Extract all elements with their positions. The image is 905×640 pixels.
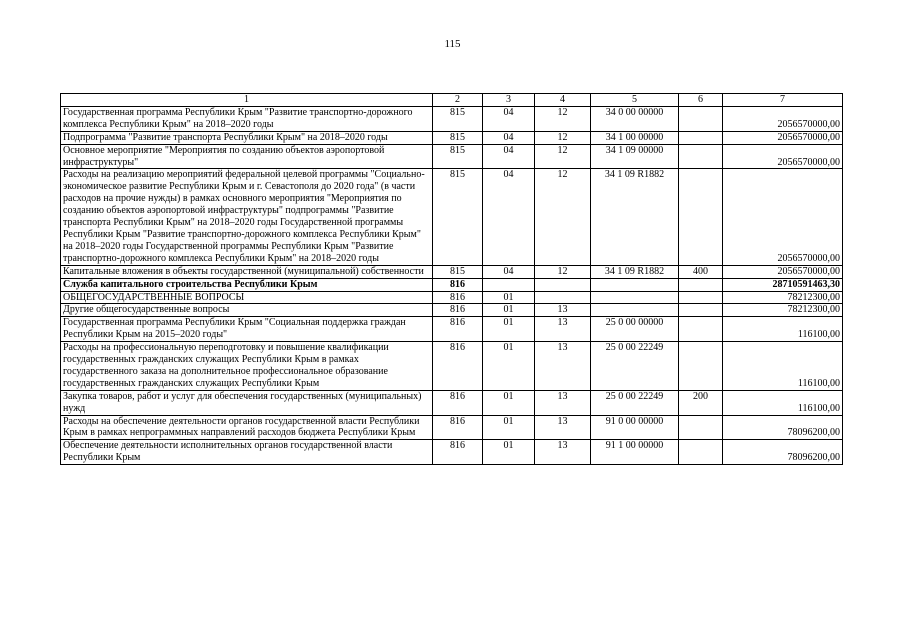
table-row xyxy=(61,291,843,304)
amount-cell: 78212300,00 xyxy=(723,304,843,317)
amount-cell: 2056570000,00 xyxy=(723,265,843,278)
item-name-cell: Расходы на профессиональную переподготовку и повышение квалификации государственных гражданских служащих Республики Крым в рамках государственного заказа на дополнительное профессиональное образование государственных гражданских служащих Республики Крым xyxy=(61,342,433,391)
amount-cell: 2056570000,00 xyxy=(723,144,843,169)
section-code-cell: 01 xyxy=(483,342,535,391)
expense-type-cell xyxy=(679,317,723,342)
ved-code-cell: 816 xyxy=(433,440,483,465)
expense-type-cell: 400 xyxy=(679,265,723,278)
item-name-cell: Другие общегосударственные вопросы xyxy=(61,304,433,317)
subsection-code-cell: 12 xyxy=(535,106,591,131)
target-article-cell xyxy=(591,304,679,317)
ved-code-cell: 815 xyxy=(433,106,483,131)
expense-type-cell xyxy=(679,144,723,169)
subsection-code-cell: 12 xyxy=(535,169,591,265)
subsection-code-cell: 12 xyxy=(535,265,591,278)
table-row xyxy=(61,342,843,391)
subsection-code-cell: 13 xyxy=(535,342,591,391)
header-cell: 6 xyxy=(679,94,723,107)
expense-type-cell xyxy=(679,169,723,265)
section-code-cell xyxy=(483,278,535,291)
target-article-cell xyxy=(591,291,679,304)
subsection-code-cell xyxy=(535,278,591,291)
budget-table xyxy=(60,93,843,465)
table-row xyxy=(61,317,843,342)
section-code-cell: 01 xyxy=(483,390,535,415)
section-code-cell: 01 xyxy=(483,440,535,465)
section-code-cell: 01 xyxy=(483,291,535,304)
ved-code-cell: 815 xyxy=(433,169,483,265)
ved-code-cell: 816 xyxy=(433,342,483,391)
amount-cell: 2056570000,00 xyxy=(723,131,843,144)
item-name-cell: Расходы на реализацию мероприятий федеральной целевой программы "Социально-экономическое развитие Республики Крым и г. Севастополя до 2020 года" (в части расходов на прочие нужды) в рамках основного мероприятия "Мероприятия по созданию объектов аэропортовой инфраструктуры" подпрограммы "Развитие транспорта Республики Крым" на 2018–2020 годы Государственной программы Республики Крым "Развитие транспортно-дорожного комплекса Республики Крым" на 2018–2020 годы Государственной программы Республики Крым "Развитие транспортно-дорожного комплекса Республики Крым" на 2018–2020 годы xyxy=(61,169,433,265)
ved-code-cell: 816 xyxy=(433,291,483,304)
amount-cell: 116100,00 xyxy=(723,342,843,391)
item-name-cell: Закупка товаров, работ и услуг для обеспечения государственных (муниципальных) нужд xyxy=(61,390,433,415)
amount-cell: 78212300,00 xyxy=(723,291,843,304)
item-name-cell: Основное мероприятие "Мероприятия по созданию объектов аэропортовой инфраструктуры" xyxy=(61,144,433,169)
target-article-cell: 25 0 00 00000 xyxy=(591,317,679,342)
table-row xyxy=(61,415,843,440)
subsection-code-cell: 13 xyxy=(535,304,591,317)
ved-code-cell: 816 xyxy=(433,304,483,317)
header-cell: 5 xyxy=(591,94,679,107)
item-name-cell: Служба капитального строительства Республики Крым xyxy=(61,278,433,291)
table-row xyxy=(61,440,843,465)
page-number: 115 xyxy=(444,38,461,50)
header-cell: 4 xyxy=(535,94,591,107)
target-article-cell: 34 1 00 00000 xyxy=(591,131,679,144)
subsection-code-cell: 13 xyxy=(535,390,591,415)
item-name-cell: Расходы на обеспечение деятельности органов государственной власти Республики Крым в рамках непрограммных направлений расходов бюджета Республики Крым xyxy=(61,415,433,440)
ved-code-cell: 816 xyxy=(433,278,483,291)
target-article-cell xyxy=(591,278,679,291)
expense-type-cell xyxy=(679,278,723,291)
header-cell: 2 xyxy=(433,94,483,107)
ved-code-cell: 816 xyxy=(433,415,483,440)
target-article-cell: 91 0 00 00000 xyxy=(591,415,679,440)
expense-type-cell xyxy=(679,131,723,144)
subsection-code-cell: 12 xyxy=(535,144,591,169)
table-row xyxy=(61,106,843,131)
table-row xyxy=(61,131,843,144)
item-name-cell: Государственная программа Республики Крым "Развитие транспортно-дорожного комплекса Республики Крым" на 2018–2020 годы xyxy=(61,106,433,131)
target-article-cell: 34 1 09 00000 xyxy=(591,144,679,169)
ved-code-cell: 815 xyxy=(433,265,483,278)
table-row xyxy=(61,265,843,278)
ved-code-cell: 816 xyxy=(433,390,483,415)
item-name-cell: ОБЩЕГОСУДАРСТВЕННЫЕ ВОПРОСЫ xyxy=(61,291,433,304)
amount-cell: 2056570000,00 xyxy=(723,169,843,265)
subsection-code-cell: 12 xyxy=(535,131,591,144)
section-code-cell: 04 xyxy=(483,169,535,265)
expense-type-cell xyxy=(679,342,723,391)
subsection-code-cell: 13 xyxy=(535,440,591,465)
target-article-cell: 34 0 00 00000 xyxy=(591,106,679,131)
section-code-cell: 04 xyxy=(483,131,535,144)
target-article-cell: 91 1 00 00000 xyxy=(591,440,679,465)
expense-type-cell xyxy=(679,304,723,317)
ved-code-cell: 816 xyxy=(433,317,483,342)
section-code-cell: 01 xyxy=(483,317,535,342)
section-code-cell: 01 xyxy=(483,304,535,317)
section-code-cell: 04 xyxy=(483,144,535,169)
section-code-cell: 04 xyxy=(483,106,535,131)
table-row xyxy=(61,390,843,415)
subsection-code-cell: 13 xyxy=(535,317,591,342)
header-cell: 3 xyxy=(483,94,535,107)
target-article-cell: 25 0 00 22249 xyxy=(591,390,679,415)
expense-type-cell xyxy=(679,106,723,131)
amount-cell: 2056570000,00 xyxy=(723,106,843,131)
target-article-cell: 25 0 00 22249 xyxy=(591,342,679,391)
item-name-cell: Подпрограмма "Развитие транспорта Республики Крым" на 2018–2020 годы xyxy=(61,131,433,144)
expense-type-cell xyxy=(679,291,723,304)
target-article-cell: 34 1 09 R1882 xyxy=(591,265,679,278)
section-code-cell: 04 xyxy=(483,265,535,278)
subsection-code-cell xyxy=(535,291,591,304)
expense-type-cell xyxy=(679,440,723,465)
ved-code-cell: 815 xyxy=(433,144,483,169)
amount-cell: 116100,00 xyxy=(723,317,843,342)
expense-type-cell xyxy=(679,415,723,440)
table-row xyxy=(61,304,843,317)
amount-cell: 28710591463,30 xyxy=(723,278,843,291)
amount-cell: 116100,00 xyxy=(723,390,843,415)
target-article-cell: 34 1 09 R1882 xyxy=(591,169,679,265)
section-code-cell: 01 xyxy=(483,415,535,440)
table-row xyxy=(61,169,843,265)
amount-cell: 78096200,00 xyxy=(723,440,843,465)
amount-cell: 78096200,00 xyxy=(723,415,843,440)
table-row xyxy=(61,278,843,291)
header-cell: 7 xyxy=(723,94,843,107)
ved-code-cell: 815 xyxy=(433,131,483,144)
table-row xyxy=(61,144,843,169)
expense-type-cell: 200 xyxy=(679,390,723,415)
subsection-code-cell: 13 xyxy=(535,415,591,440)
header-cell: 1 xyxy=(61,94,433,107)
item-name-cell: Обеспечение деятельности исполнительных органов государственной власти Республики Крым xyxy=(61,440,433,465)
item-name-cell: Государственная программа Республики Крым "Социальная поддержка граждан Республики Крым на 2015–2020 годы" xyxy=(61,317,433,342)
item-name-cell: Капитальные вложения в объекты государственной (муниципальной) собственности xyxy=(61,265,433,278)
table-header-row xyxy=(61,94,843,107)
